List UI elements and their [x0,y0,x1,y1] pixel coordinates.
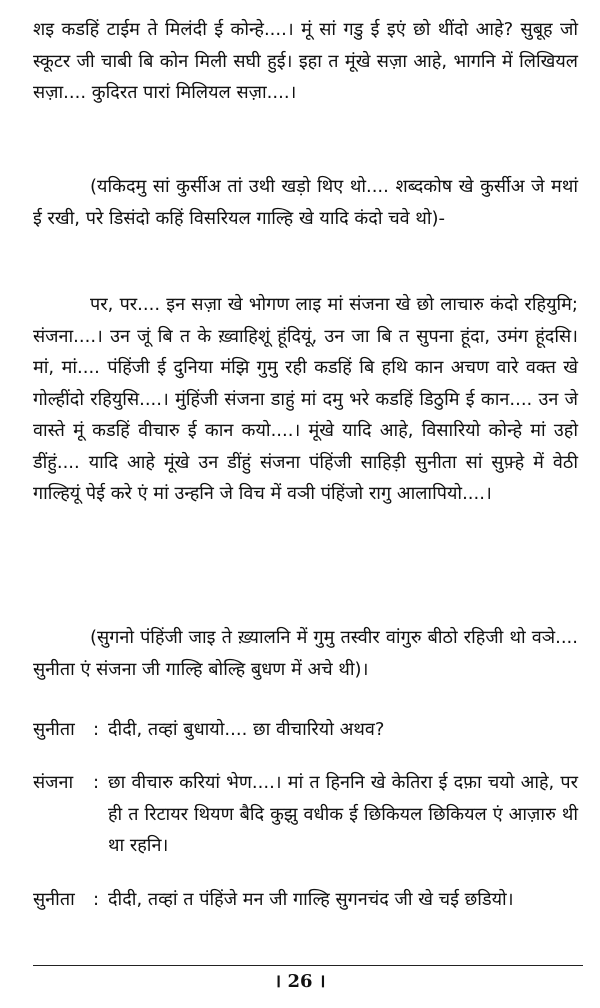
dialogue-line-1 [33,714,578,746]
dialogue-line-2 [33,767,578,862]
paragraph-2: पर, पर.... इन सज़ा खे भोगण लाइ मां संजना खे छो लाचारु कंदो रहियुमि; संजना....। उन जूं बि त के ख़्वाहिशूं हूंदियूं, उन जा बि त सुपना हूंदा, उमंग हूंदसि। मां, मां.... पंहिंजी ई दुनिया मंझि गुमु रही कडहिं बि हथि कान अचण वारे वक्त खे गोल्हींदो रहियुसि....। मुंहिंजी संजना डाहुं मां दमु भरे कडहिं डिठुमि ई कान.... उन जे वास्ते मूं कडहिं वीचारु ई कान कयो....। मूंखे यादि आहे, विसारियो कोन्हे मां उहो डींहुं.... यादि आहे मूंखे उन डींहुं संजना पंहिंजी साहिड़ी सुनीता सां सुफ़्हे में वेठी गाल्हियूं पेई करे एं मां उन्हनि जे विच में वञी पंहिंजो रागु आलापियो....। [33,294,578,504]
speech-text: दीदी, तव्हां बुधायो.... छा वीचारियो अथव? [108,719,385,740]
speech-text: छा वीचारु करियां भेण....। मां त हिननि खे केतिरा ई दफ़ा चयो आहे, पर ही त रिटायर थियण बैदि कुझु वधीक ई छिकियल छिकियल एं आज़ारु थी था रहनि। [108,772,578,856]
speaker-name: संजना [33,772,74,793]
paragraph-1: शइ कडहिं टाईम ते मिलंदी ई कोन्हे....। मूं सां गडु ई इएं छो थींदो आहे? सुबूह जो स्कूटर जी चाबी बि कोन मिली सघी हुई। इहा त मूंखे सज़ा आहे, भागनि में लिखियल सज़ा.... कुदिरत पारां मिलियल सज़ा....। [33,19,578,103]
stage-direction-2: (सुगनो पंहिंजी जाइ ते ख़्यालनि में गुमु तस्वीर वांगुरु बीठो रहिजी थो वञे.... सुनीता एं संजना जी गाल्हि बोल्हि बुधण में अचे थी)। [33,627,578,680]
speaker-name: सुनीता [33,719,75,740]
dialogue-line-3 [33,884,578,916]
speaker-separator: : [93,889,100,910]
footer-divider [33,965,583,966]
page-number: । 26 । [274,971,326,992]
speaker-separator: : [93,772,100,793]
stage-direction-1: (यकिदमु सां कुर्सीअ तां उथी खड़ो थिए थो.... शब्दकोष खे कुर्सीअ जे मथां ई रखी, परे डिसंदो कहिं विसरियल गाल्हि खे यादि कंदो चवे थो)- [33,176,578,229]
speech-text: दीदी, तव्हां त पंहिंजे मन जी गाल्हि सुगनचंद जी खे चई छडियो। [108,889,514,910]
speaker-separator: : [93,719,100,740]
speaker-name: सुनीता [33,889,75,910]
